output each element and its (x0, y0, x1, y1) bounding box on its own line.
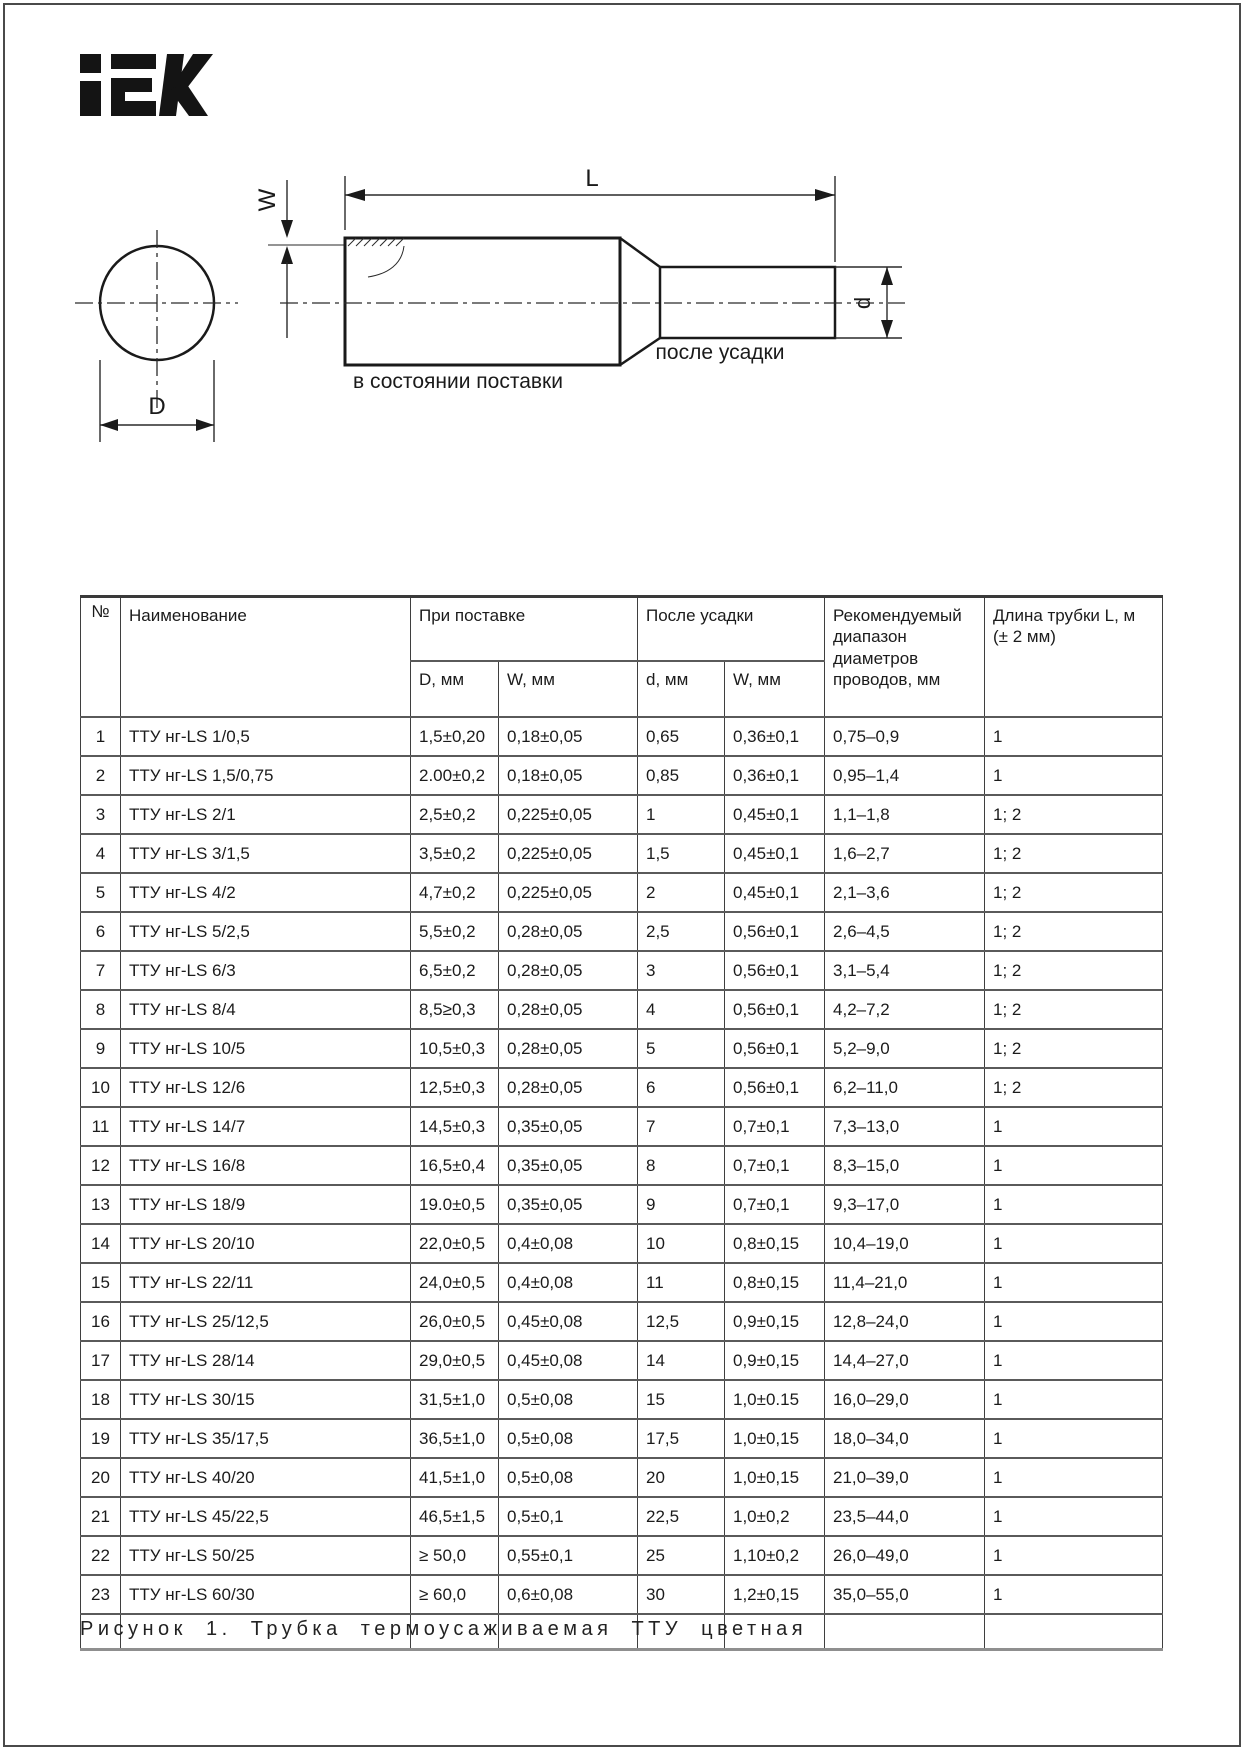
table-cell: 4 (81, 834, 121, 873)
table-cell: 1 (638, 795, 725, 834)
table-cell: 0,28±0,05 (499, 1068, 638, 1107)
table-cell: 1 (985, 1380, 1163, 1419)
table-cell: 10,5±0,3 (411, 1029, 499, 1068)
table-cell: 2 (638, 873, 725, 912)
table-cell: 0,85 (638, 756, 725, 795)
table-cell: 1 (985, 717, 1163, 756)
table-cell: 0,56±0,1 (725, 1068, 825, 1107)
table-row (81, 873, 1163, 912)
table-cell: 25 (638, 1536, 725, 1575)
table-cell: ТТУ нг-LS 12/6 (121, 1068, 411, 1107)
table-cell: 11 (638, 1263, 725, 1302)
table-cell: 1 (985, 1341, 1163, 1380)
table-row (81, 756, 1163, 795)
table-cell: 19.0±0,5 (411, 1185, 499, 1224)
header-name: Наименование (121, 597, 411, 718)
table-cell: 20 (81, 1458, 121, 1497)
table-cell: 21 (81, 1497, 121, 1536)
table-cell: 12 (81, 1146, 121, 1185)
table-row (81, 1497, 1163, 1536)
header-delivery-group: При поставке (411, 597, 638, 662)
label-shrunk-state: после усадки (655, 341, 785, 364)
table-row (81, 1263, 1163, 1302)
table-cell: 0,35±0,05 (499, 1185, 638, 1224)
table-cell: 1,2±0,15 (725, 1575, 825, 1614)
table-cell: 0,5±0,08 (499, 1380, 638, 1419)
table-cell: 0,56±0,1 (725, 951, 825, 990)
table-cell: 2,1–3,6 (825, 873, 985, 912)
table-cell: 1; 2 (985, 1068, 1163, 1107)
table-cell: 9 (81, 1029, 121, 1068)
table-cell: ТТУ нг-LS 50/25 (121, 1536, 411, 1575)
table-cell: 0,8±0,15 (725, 1224, 825, 1263)
dimension-W-label: W (254, 188, 281, 212)
table-cell: 0,5±0,08 (499, 1419, 638, 1458)
table-row (81, 1107, 1163, 1146)
table-cell: 1 (985, 1497, 1163, 1536)
table-cell: 17,5 (638, 1419, 725, 1458)
table-cell: 21,0–39,0 (825, 1458, 985, 1497)
table-cell: 0,56±0,1 (725, 912, 825, 951)
table-cell: 0,45±0,08 (499, 1341, 638, 1380)
table-cell: 10,4–19,0 (825, 1224, 985, 1263)
table-cell: 1 (985, 1458, 1163, 1497)
table-cell: 10 (638, 1224, 725, 1263)
table-cell: 0,8±0,15 (725, 1263, 825, 1302)
table-cell: ТТУ нг-LS 2/1 (121, 795, 411, 834)
table-row (81, 1419, 1163, 1458)
table-cell: 26,0±0,5 (411, 1302, 499, 1341)
header-after-d: d, мм (638, 661, 725, 717)
table-cell: 23,5–44,0 (825, 1497, 985, 1536)
header-after-W: W, мм (725, 661, 825, 717)
table-row (81, 1341, 1163, 1380)
table-cell: ТТУ нг-LS 16/8 (121, 1146, 411, 1185)
table-cell: 14 (638, 1341, 725, 1380)
table-cell: 0,7±0,1 (725, 1107, 825, 1146)
table-cell: 0,65 (638, 717, 725, 756)
table-cell: 1 (985, 1107, 1163, 1146)
table-cell: 0,5±0,1 (499, 1497, 638, 1536)
table-cell: 7 (638, 1107, 725, 1146)
table-cell: 0,18±0,05 (499, 717, 638, 756)
table-cell: 2,5±0,2 (411, 795, 499, 834)
table-cell: ТТУ нг-LS 18/9 (121, 1185, 411, 1224)
table-cell: 1 (985, 1575, 1163, 1614)
dimension-d-label: d (850, 296, 875, 310)
table-cell: 1 (985, 1302, 1163, 1341)
table-row (81, 1029, 1163, 1068)
table-row (81, 990, 1163, 1029)
table-cell: 15 (638, 1380, 725, 1419)
table-cell: 23 (81, 1575, 121, 1614)
table-cell: 14,4–27,0 (825, 1341, 985, 1380)
table-row (81, 1224, 1163, 1263)
table-cell: 0,18±0,05 (499, 756, 638, 795)
table-cell: 14,5±0,3 (411, 1107, 499, 1146)
dimension-L-label: L (585, 165, 599, 192)
table-cell: 17 (81, 1341, 121, 1380)
table-cell: 18,0–34,0 (825, 1419, 985, 1458)
table-cell: 6 (81, 912, 121, 951)
table-cell: 0,45±0,1 (725, 834, 825, 873)
table-cell: 1; 2 (985, 873, 1163, 912)
label-delivered-state: в состоянии поставки (353, 370, 563, 393)
table-cell: 1 (81, 717, 121, 756)
table-cell: 6,2–11,0 (825, 1068, 985, 1107)
table-cell: ТТУ нг-LS 25/12,5 (121, 1302, 411, 1341)
table-cell: 1 (985, 1224, 1163, 1263)
table-cell: 3 (638, 951, 725, 990)
table-cell: ТТУ нг-LS 45/22,5 (121, 1497, 411, 1536)
table-cell: 0,45±0,1 (725, 873, 825, 912)
table-cell: ≥ 60,0 (411, 1575, 499, 1614)
table-row (81, 912, 1163, 951)
table-cell: 0,56±0,1 (725, 990, 825, 1029)
table-cell: 8,5≥0,3 (411, 990, 499, 1029)
table-cell: 1; 2 (985, 990, 1163, 1029)
table-cell: 1; 2 (985, 795, 1163, 834)
table-cell: 3,5±0,2 (411, 834, 499, 873)
table-cell: 1 (985, 1536, 1163, 1575)
table-cell: 1; 2 (985, 912, 1163, 951)
table-cell: 41,5±1,0 (411, 1458, 499, 1497)
header-tube-length: Длина трубки L, м (± 2 мм) (985, 597, 1163, 718)
table-cell: ТТУ нг-LS 3/1,5 (121, 834, 411, 873)
table-cell: ТТУ нг-LS 22/11 (121, 1263, 411, 1302)
table-cell: 0,225±0,05 (499, 873, 638, 912)
table-cell: 36,5±1,0 (411, 1419, 499, 1458)
table-cell: ТТУ нг-LS 60/30 (121, 1575, 411, 1614)
table-row (81, 1458, 1163, 1497)
table-cell: 1 (985, 1419, 1163, 1458)
table-row (81, 1380, 1163, 1419)
table-cell: 4,2–7,2 (825, 990, 985, 1029)
header-num: № (81, 597, 121, 718)
wall-hatch (348, 238, 404, 277)
table-cell: 2 (81, 756, 121, 795)
table-cell: 1,1–1,8 (825, 795, 985, 834)
table-cell: 0,56±0,1 (725, 1029, 825, 1068)
table-cell: 22,0±0,5 (411, 1224, 499, 1263)
table-row (81, 717, 1163, 756)
table-cell: 2,6–4,5 (825, 912, 985, 951)
header-delivery-W: W, мм (499, 661, 638, 717)
table-cell: ТТУ нг-LS 30/15 (121, 1380, 411, 1419)
table-cell: 1; 2 (985, 1029, 1163, 1068)
table-cell: 0,35±0,05 (499, 1146, 638, 1185)
table-cell: ТТУ нг-LS 28/14 (121, 1341, 411, 1380)
table-cell: 18 (81, 1380, 121, 1419)
table-cell: ≥ 50,0 (411, 1536, 499, 1575)
table-cell: 1,0±0,15 (725, 1419, 825, 1458)
table-cell: 6,5±0,2 (411, 951, 499, 990)
table-cell: 13 (81, 1185, 121, 1224)
table-cell: 0,28±0,05 (499, 1029, 638, 1068)
table-cell: 1; 2 (985, 951, 1163, 990)
table-cell: 0,28±0,05 (499, 951, 638, 990)
table-cell: 1 (985, 1146, 1163, 1185)
table-cell: 1,10±0,2 (725, 1536, 825, 1575)
table-cell: 4,7±0,2 (411, 873, 499, 912)
table-cell: 0,6±0,08 (499, 1575, 638, 1614)
table-cell: ТТУ нг-LS 6/3 (121, 951, 411, 990)
table-cell: 0,28±0,05 (499, 912, 638, 951)
table-cell: 6 (638, 1068, 725, 1107)
table-cell: 11 (81, 1107, 121, 1146)
table-cell: 14 (81, 1224, 121, 1263)
table-cell: 0,45±0,08 (499, 1302, 638, 1341)
table-cell: 5 (638, 1029, 725, 1068)
header-delivery-D: D, мм (411, 661, 499, 717)
table-cell: 0,95–1,4 (825, 756, 985, 795)
table-cell: 12,8–24,0 (825, 1302, 985, 1341)
table-cell: 35,0–55,0 (825, 1575, 985, 1614)
iek-logo-letters (80, 54, 213, 116)
table-cell: ТТУ нг-LS 1/0,5 (121, 717, 411, 756)
table-cell: 0,225±0,05 (499, 834, 638, 873)
table-cell: 4 (638, 990, 725, 1029)
table-cell: 15 (81, 1263, 121, 1302)
table-cell: 7,3–13,0 (825, 1107, 985, 1146)
table-cell: 0,7±0,1 (725, 1185, 825, 1224)
table-cell: 1,0±0,15 (725, 1458, 825, 1497)
table-cell: 7 (81, 951, 121, 990)
table-cell: 8 (81, 990, 121, 1029)
spec-table-header (81, 597, 1163, 718)
table-cell: 0,225±0,05 (499, 795, 638, 834)
table-cell: 46,5±1,5 (411, 1497, 499, 1536)
table-cell: ТТУ нг-LS 4/2 (121, 873, 411, 912)
table-cell: 12,5 (638, 1302, 725, 1341)
table-row (81, 1146, 1163, 1185)
table-cell: 30 (638, 1575, 725, 1614)
table-cell: 1 (985, 1263, 1163, 1302)
table-cell: 1 (985, 1185, 1163, 1224)
header-after-group: После усадки (638, 597, 825, 662)
table-cell: 16,5±0,4 (411, 1146, 499, 1185)
table-cell: 5 (81, 873, 121, 912)
table-cell: 19 (81, 1419, 121, 1458)
table-cell: 29,0±0,5 (411, 1341, 499, 1380)
table-cell: 0,36±0,1 (725, 756, 825, 795)
table-cell: 0,28±0,05 (499, 990, 638, 1029)
table-cell: 22 (81, 1536, 121, 1575)
table-cell: 26,0–49,0 (825, 1536, 985, 1575)
table-cell: 5,2–9,0 (825, 1029, 985, 1068)
table-cell: 10 (81, 1068, 121, 1107)
figure-caption: Рисунок 1. Трубка термоусаживаемая ТТУ цветная (80, 1618, 808, 1640)
table-cell: 0,9±0,15 (725, 1302, 825, 1341)
table-cell: 1 (985, 756, 1163, 795)
table-cell: 8,3–15,0 (825, 1146, 985, 1185)
dimension-D-label: D (148, 393, 166, 420)
spacer-cell (825, 1614, 985, 1650)
table-cell: 0,35±0,05 (499, 1107, 638, 1146)
iek-logo (80, 54, 215, 116)
table-cell: 0,7±0,1 (725, 1146, 825, 1185)
table-row (81, 1536, 1163, 1575)
tube-diagram (70, 158, 920, 468)
table-cell: 0,4±0,08 (499, 1224, 638, 1263)
table-cell: ТТУ нг-LS 20/10 (121, 1224, 411, 1263)
table-cell: 0,36±0,1 (725, 717, 825, 756)
table-cell: 31,5±1,0 (411, 1380, 499, 1419)
table-cell: 3,1–5,4 (825, 951, 985, 990)
table-cell: ТТУ нг-LS 10/5 (121, 1029, 411, 1068)
table-cell: 1,0±0,2 (725, 1497, 825, 1536)
table-cell: ТТУ нг-LS 35/17,5 (121, 1419, 411, 1458)
table-cell: 20 (638, 1458, 725, 1497)
table-cell: 11,4–21,0 (825, 1263, 985, 1302)
table-row (81, 1302, 1163, 1341)
table-cell: 0,5±0,08 (499, 1458, 638, 1497)
table-cell: ТТУ нг-LS 5/2,5 (121, 912, 411, 951)
table-cell: ТТУ нг-LS 40/20 (121, 1458, 411, 1497)
table-cell: 3 (81, 795, 121, 834)
table-cell: 24,0±0,5 (411, 1263, 499, 1302)
table-cell: 0,75–0,9 (825, 717, 985, 756)
table-cell: 1,5 (638, 834, 725, 873)
spec-table-body (81, 717, 1163, 1614)
table-cell: 8 (638, 1146, 725, 1185)
table-cell: 2,5 (638, 912, 725, 951)
table-cell: 16,0–29,0 (825, 1380, 985, 1419)
table-cell: 1,6–2,7 (825, 834, 985, 873)
table-cell: 5,5±0,2 (411, 912, 499, 951)
table-cell: 9 (638, 1185, 725, 1224)
table-cell: 12,5±0,3 (411, 1068, 499, 1107)
table-cell: ТТУ нг-LS 14/7 (121, 1107, 411, 1146)
spacer-cell (985, 1614, 1163, 1650)
table-row (81, 1068, 1163, 1107)
table-cell: 9,3–17,0 (825, 1185, 985, 1224)
table-cell: 0,4±0,08 (499, 1263, 638, 1302)
spec-table (80, 595, 1163, 1651)
header-wire-range: Рекомендуемый диапазон диаметров проводов, мм (825, 597, 985, 718)
table-cell: 16 (81, 1302, 121, 1341)
table-cell: 0,55±0,1 (499, 1536, 638, 1575)
tube-side-view (280, 238, 905, 365)
table-row (81, 795, 1163, 834)
table-cell: 2.00±0,2 (411, 756, 499, 795)
table-row (81, 1575, 1163, 1614)
table-cell: ТТУ нг-LS 1,5/0,75 (121, 756, 411, 795)
table-cell: 0,45±0,1 (725, 795, 825, 834)
table-cell: 1; 2 (985, 834, 1163, 873)
table-cell: 22,5 (638, 1497, 725, 1536)
table-cell: 1,5±0,20 (411, 717, 499, 756)
table-row (81, 834, 1163, 873)
table-cell: 0,9±0,15 (725, 1341, 825, 1380)
table-row (81, 951, 1163, 990)
table-cell: 1,0±0.15 (725, 1380, 825, 1419)
table-cell: ТТУ нг-LS 8/4 (121, 990, 411, 1029)
table-row (81, 1185, 1163, 1224)
